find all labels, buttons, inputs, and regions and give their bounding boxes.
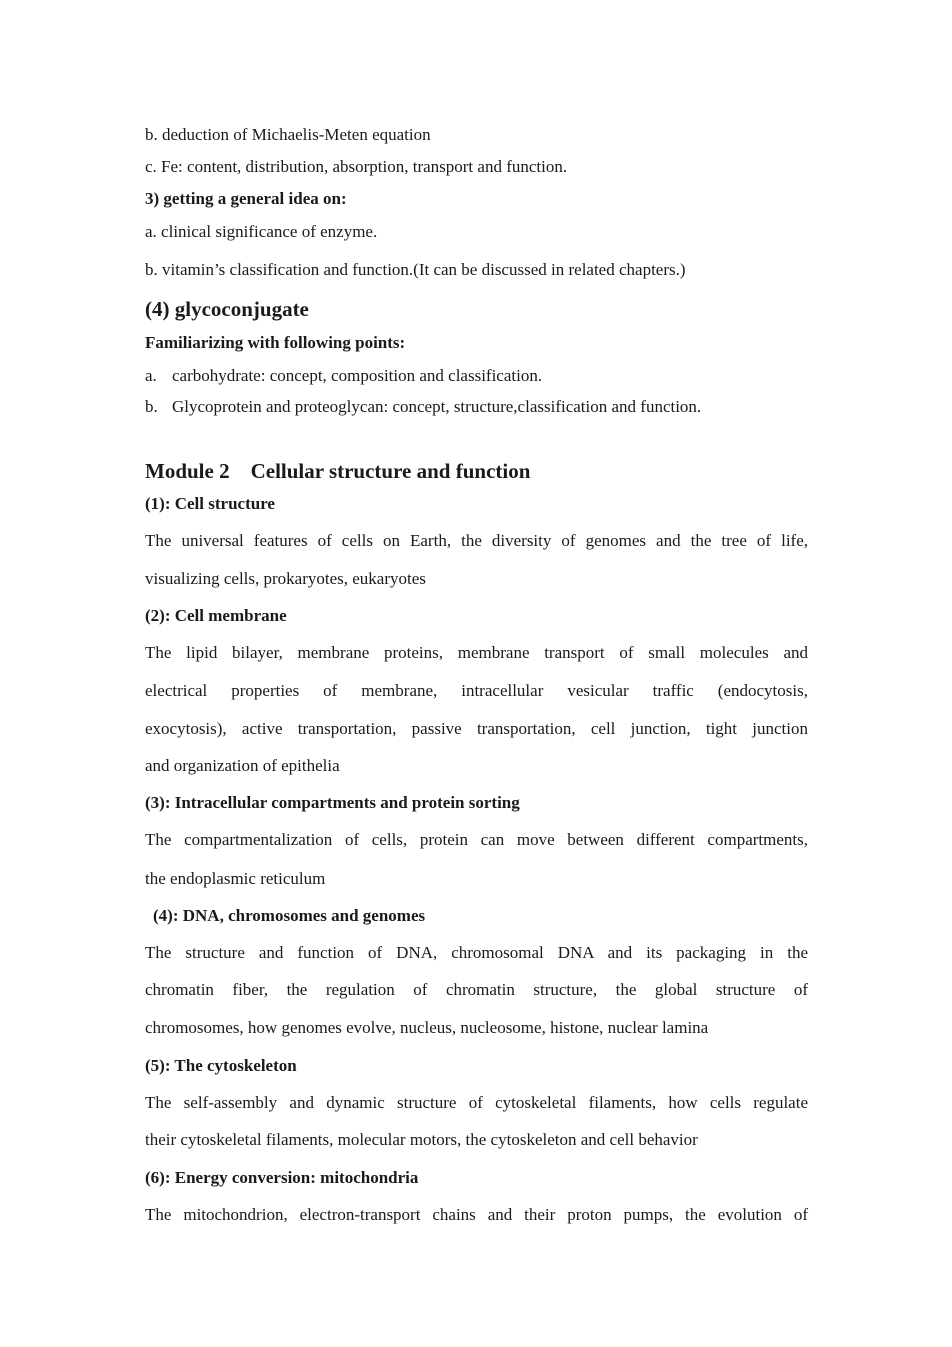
paragraph-line: the endoplasmic reticulum [145, 869, 326, 888]
paragraph-line: exocytosis), active transportation, passive transportation, cell junction, tight junction [145, 719, 808, 738]
paragraph-line: The lipid bilayer, membrane proteins, membrane transport of small molecules and [145, 643, 808, 662]
paragraph-line: The universal features of cells on Earth, the diversity of genomes and the tree of life, [145, 531, 808, 550]
heading-glycoconjugate: (4) glycoconjugate [145, 297, 309, 321]
paragraph-line: The compartmentalization of cells, protein can move between different compartments, [145, 830, 808, 849]
line-fe: c. Fe: content, distribution, absorption, transport and function. [145, 157, 568, 176]
list-marker: a. [145, 366, 157, 385]
list-marker: b. [145, 397, 158, 416]
paragraph-line: and organization of epithelia [145, 756, 340, 775]
module-2-title: Module 2 Cellular structure and function [145, 459, 531, 483]
paragraph-line: chromatin fiber, the regulation of chromatin structure, the global structure of [145, 980, 808, 999]
section-cell-structure-title: (1): Cell structure [145, 494, 275, 513]
section-cytoskeleton-title: (5): The cytoskeleton [145, 1056, 297, 1075]
section-dna-title: (4): DNA, chromosomes and genomes [153, 906, 426, 925]
line-vitamin: b. vitamin’s classification and function.(It can be discussed in related chapters.) [145, 260, 686, 279]
subheading-general-idea: 3) getting a general idea on: [145, 189, 347, 208]
section-cell-membrane-title: (2): Cell membrane [145, 606, 287, 625]
section-mitochondria-title: (6): Energy conversion: mitochondria [145, 1168, 419, 1187]
paragraph-line: visualizing cells, prokaryotes, eukaryotes [145, 569, 426, 588]
list-item-text: Glycoprotein and proteoglycan: concept, structure,classification and function. [172, 397, 702, 416]
list-item-text: carbohydrate: concept, composition and classification. [172, 366, 543, 385]
list-item-carbohydrate [145, 366, 542, 386]
paragraph-line: The mitochondrion, electron-transport chains and their proton pumps, the evolution of [145, 1205, 808, 1224]
paragraph-line: chromosomes, how genomes evolve, nucleus, nucleosome, histone, nuclear lamina [145, 1018, 709, 1037]
paragraph-line: their cytoskeletal filaments, molecular motors, the cytoskeleton and cell behavior [145, 1130, 698, 1149]
subheading-familiarizing: Familiarizing with following points: [145, 333, 406, 352]
list-item-glycoprotein [145, 397, 701, 417]
paragraph-line: electrical properties of membrane, intracellular vesicular traffic (endocytosis, [145, 681, 808, 700]
section-compartments-title: (3): Intracellular compartments and protein sorting [145, 793, 520, 812]
line-michaelis: b. deduction of Michaelis-Meten equation [145, 125, 431, 144]
line-clinical-enzyme: a. clinical significance of enzyme. [145, 222, 378, 241]
paragraph-line: The structure and function of DNA, chromosomal DNA and its packaging in the [145, 943, 808, 962]
paragraph-line: The self-assembly and dynamic structure of cytoskeletal filaments, how cells regulate [145, 1093, 808, 1112]
